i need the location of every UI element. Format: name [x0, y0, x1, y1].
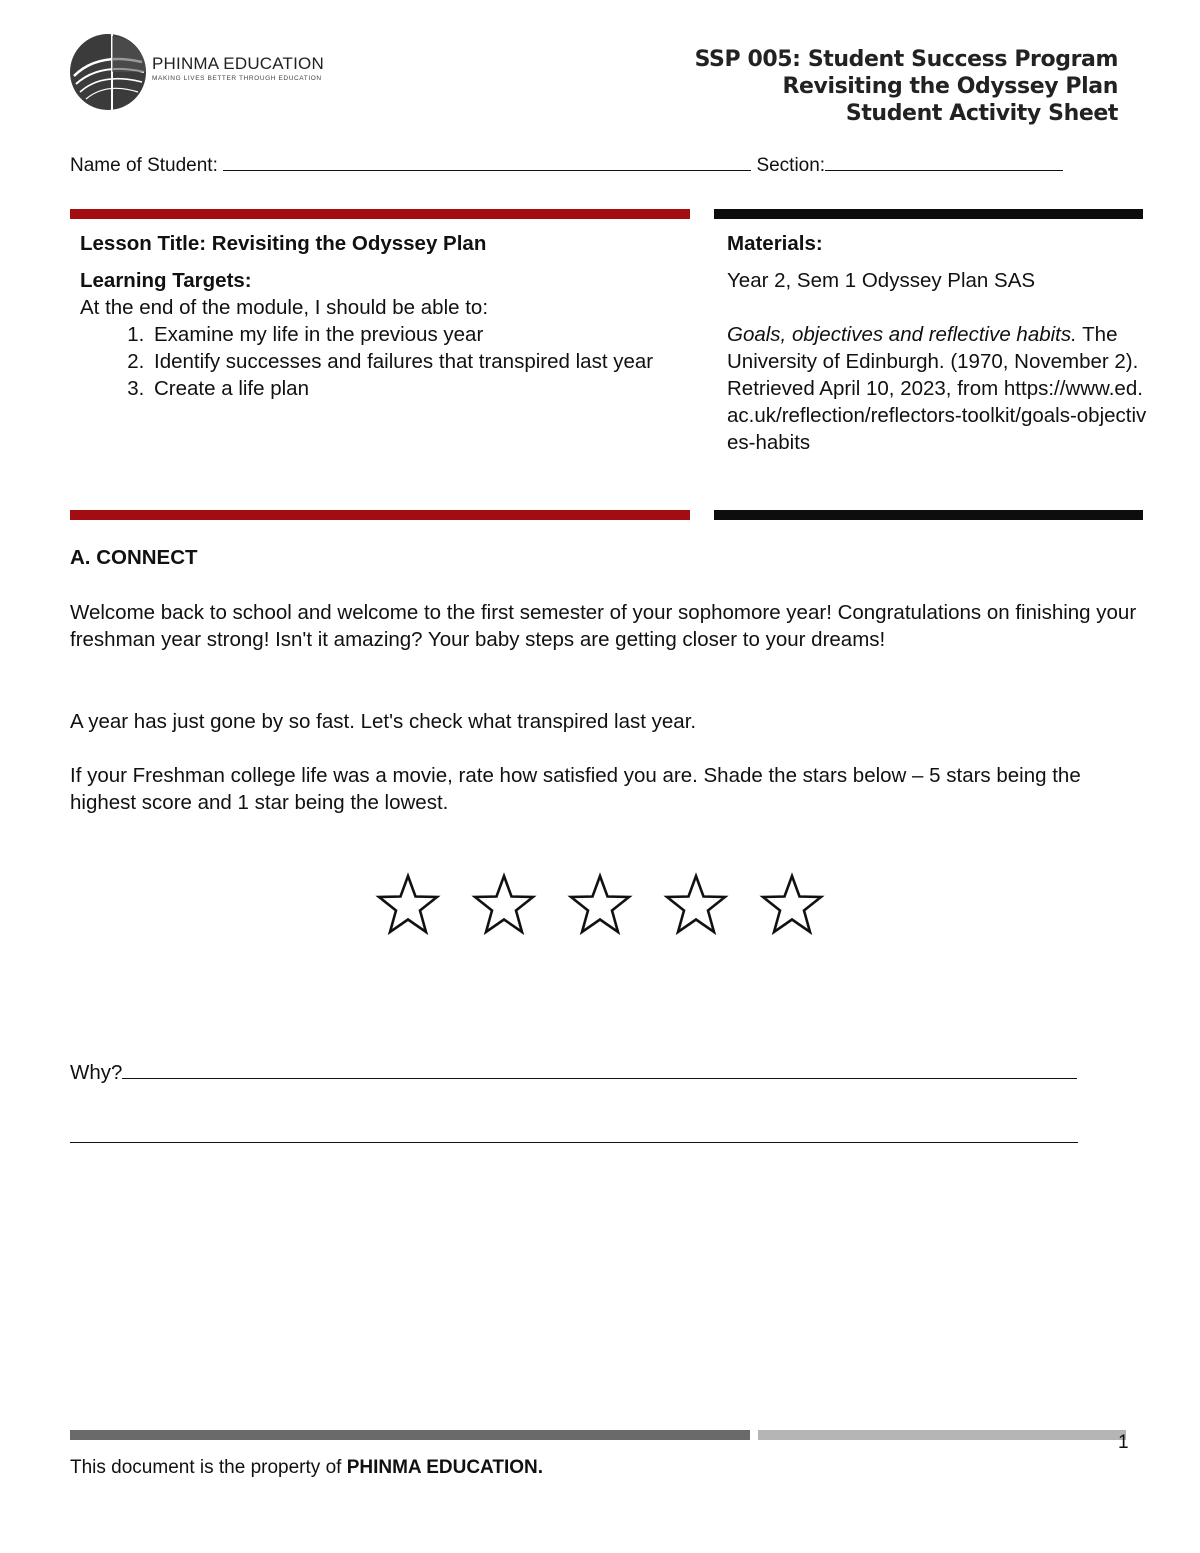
page-number: 1	[1118, 1432, 1129, 1453]
materials-reference	[727, 321, 1147, 456]
star-1-icon[interactable]	[375, 872, 441, 938]
connect-paragraph-1: Welcome back to school and welcome to the first semester of your sophomore year! Congratulations on finishing your freshman year strong! Isn't it amazing? Your baby steps are getting closer to your dreams!	[70, 601, 1137, 651]
divider-red-bottom	[70, 510, 690, 520]
connect-paragraph-2: A year has just gone by so fast. Let's check what transpired last year.	[70, 710, 697, 733]
connect-paragraph-3: If your Freshman college life was a movie, rate how satisfied you are. Shade the stars below – 5 stars being the highest score and 1 star being the lowest.	[70, 764, 1081, 814]
learning-targets-list	[80, 321, 685, 402]
why-label: Why?	[70, 1061, 123, 1084]
name-field[interactable]	[223, 156, 751, 171]
list-item: 1. Examine my life in the previous year	[150, 321, 685, 348]
star-4-icon[interactable]	[663, 872, 729, 938]
lesson-title: Revisiting the Odyssey Plan	[211, 232, 487, 255]
footer-text	[70, 1457, 543, 1479]
section-field[interactable]	[825, 156, 1063, 171]
lesson-header: Revisiting the Odyssey Plan	[782, 74, 1118, 99]
learning-targets-intro: At the end of the module, I should be able to:	[80, 296, 489, 319]
star-rating[interactable]	[375, 872, 835, 942]
footer-bar-dark	[70, 1430, 750, 1440]
materials-item: Year 2, Sem 1 Odyssey Plan SAS	[727, 269, 1036, 292]
star-2-icon[interactable]	[471, 872, 537, 938]
reference-details: The University of Edinburgh. (1970, November 2). Retrieved April 10, 2023, from	[727, 323, 1139, 400]
materials-box	[727, 230, 1147, 456]
logo-name: PHINMA EDUCATION	[152, 54, 324, 73]
materials-label: Materials:	[727, 232, 823, 255]
logo-tagline: MAKING LIVES BETTER THROUGH EDUCATION	[152, 75, 322, 82]
reference-title: Goals, objectives and reflective habits.	[727, 323, 1077, 346]
why-answer-field[interactable]	[122, 1060, 1077, 1079]
lesson-title-line	[80, 230, 685, 257]
divider-red-top	[70, 209, 690, 219]
why-line	[70, 1060, 1077, 1085]
reference-url[interactable]: https://www.ed.ac.uk/reflection/reflectors-toolkit/goals-objectives-habits	[727, 377, 1147, 454]
answer-line[interactable]	[70, 1142, 1078, 1143]
footer-owner: PHINMA EDUCATION.	[346, 1457, 544, 1478]
list-item: 2. Identify successes and failures that transpired last year	[150, 348, 685, 375]
lesson-box	[80, 230, 685, 402]
sheet-type: Student Activity Sheet	[845, 101, 1118, 126]
divider-black-top	[714, 209, 1143, 219]
star-3-icon[interactable]	[567, 872, 633, 938]
divider-black-bottom	[714, 510, 1143, 520]
section-label: Section:	[756, 155, 826, 176]
student-info-line	[70, 155, 1063, 177]
list-item: 3. Create a life plan	[150, 375, 685, 402]
section-heading: A. CONNECT	[70, 546, 198, 569]
phinma-logo-icon	[68, 32, 148, 112]
footer-prefix: This document is the property of	[70, 1457, 342, 1478]
lesson-title-label: Lesson Title:	[80, 232, 207, 255]
name-label: Name of Student:	[70, 155, 218, 176]
learning-targets-label: Learning Targets:	[80, 269, 252, 292]
footer-bar-light	[758, 1430, 1126, 1440]
course-title: SSP 005: Student Success Program	[694, 47, 1118, 72]
star-5-icon[interactable]	[759, 872, 825, 938]
